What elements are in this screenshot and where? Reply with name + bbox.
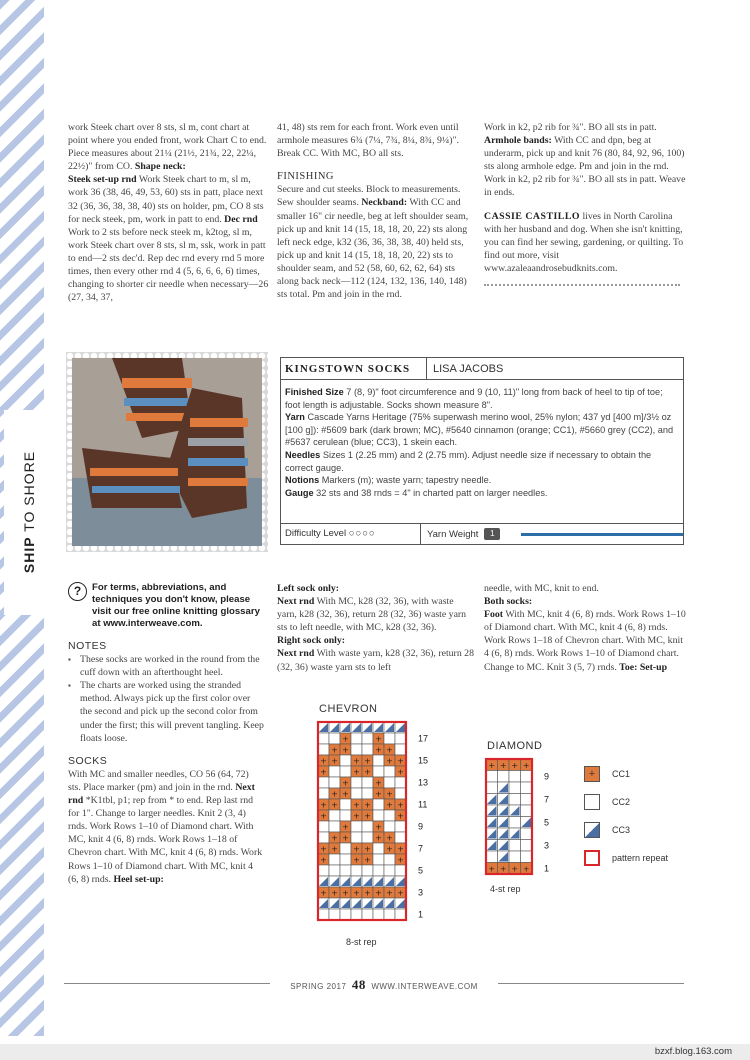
chart-cell	[318, 744, 329, 755]
cc3-swatch-icon	[584, 822, 600, 838]
chart-cell	[351, 821, 362, 832]
chart-cell	[329, 777, 340, 788]
pattern-title-row	[281, 358, 683, 380]
row-number: 9	[544, 771, 550, 782]
chart-cell	[340, 843, 351, 854]
chart-cell	[340, 766, 351, 777]
column-6	[484, 582, 686, 674]
row-number: 1	[544, 863, 550, 874]
notes-list	[68, 653, 264, 745]
chart-cell	[395, 777, 406, 788]
chart-cell	[351, 832, 362, 843]
chart-cell	[521, 828, 533, 840]
cc2-swatch-icon	[584, 794, 600, 810]
finished-size: Finished Size 7 (8, 9)" foot circumference and 9 (10, 11)" long from back of heel to tip of toe; foot length is adjustable. Socks shown measure 8".	[285, 387, 663, 410]
cc1-symbol: +	[353, 888, 360, 898]
chart-cell	[384, 766, 395, 777]
chart-cell	[340, 799, 351, 810]
chart-cell	[340, 909, 351, 920]
page-number: 48	[351, 977, 366, 992]
notions-info: Notions Markers (m); waste yarn; tapestry needle.	[285, 475, 492, 486]
watermark-text: bzxf.blog.163.com	[654, 1046, 732, 1057]
legend-label: CC1	[612, 769, 631, 779]
chart-cell	[362, 909, 373, 920]
cc1-symbol: +	[397, 855, 404, 865]
cc1-symbol: +	[320, 767, 327, 777]
cc1-symbol: +	[364, 888, 371, 898]
row-number: 3	[418, 887, 424, 898]
chart-cell	[509, 782, 521, 794]
chart-cell	[351, 865, 362, 876]
chart-cell	[395, 788, 406, 799]
row-number: 11	[418, 799, 428, 810]
chart-cell	[509, 817, 521, 829]
cc1-symbol: +	[488, 864, 496, 874]
cc1-symbol: +	[331, 756, 338, 766]
watermark-bar	[0, 1044, 750, 1060]
cc1-symbol: +	[320, 756, 327, 766]
chart-cell	[373, 810, 384, 821]
both-socks-text: needle, with MC, knit to end. Both socks: Foot With MC, knit 4 (6, 8) rnds. Work Rows 1–10 of Diamond chart. With MC, knit 4 (6, 8) rnds. Work Rows 1–18 of Chevron chart. With MC, knit 4 (6, 8) rnds. Work Rows 1–10 of Diamond chart. Change to MC. Knit 3 (5, 7) rnds. Toe: Set-up	[484, 583, 686, 673]
row-number: 7	[418, 843, 424, 854]
cc1-symbol: +	[386, 756, 393, 766]
cc1-symbol: +	[331, 888, 338, 898]
cc1-symbol: +	[522, 864, 530, 874]
chart-cell	[340, 865, 351, 876]
note-item: ▪ The charts are worked using the stranded method. Always pick up the first color over the second and pick up the second color from under the first; this will prevent tangling. Keep floats loose.	[68, 679, 264, 744]
chart-cell	[362, 788, 373, 799]
column-2	[277, 121, 475, 301]
cc1-symbol: +	[342, 745, 349, 755]
yarn-weight-icon: 1	[484, 528, 500, 540]
yarn-strand-decoration	[521, 533, 683, 536]
left-sock-text: Left sock only: Next rnd With MC, k28 (32, 36), with waste yarn, k28 (32, 36), return 28 (32, 36) waste yarn sts to left needle, with MC, k28 (32, 36).	[277, 583, 467, 634]
col1-steek: Steek set-up rnd Work Steek chart to m, sl m, work 36 (38, 46, 49, 53, 60) sts in patt, place next 32 (36, 36, 38, 38, 40) sts on holder, pm, CO 8 sts for neck steek, pm, work in patt to end. Dec rnd Work to 2 sts before neck steek m, k2tog, sl m, work Steek chart over 8 sts, sl m, ssk, work in patt to end—2 sts dec'd. Rep dec rnd every rnd 5 more times, then every other rnd 4 (5, 6, 6, 6, 6) times, changing to shorter cir needle when necessary—26 (27, 34, 37,	[68, 174, 269, 304]
cc1-symbol: +	[331, 833, 338, 843]
chart-cell	[521, 782, 533, 794]
footer-rule-right	[498, 983, 684, 984]
cc1-symbol: +	[397, 811, 404, 821]
chart-cell	[521, 805, 533, 817]
column-1	[68, 121, 270, 304]
cc1-symbol: +	[320, 855, 327, 865]
chart-cell	[329, 821, 340, 832]
cc1-symbol: +	[375, 833, 382, 843]
chart-cell	[373, 755, 384, 766]
chart-cell	[486, 782, 498, 794]
chart-cell	[362, 777, 373, 788]
chart-cell	[384, 821, 395, 832]
footer-rule-left	[64, 983, 270, 984]
cc1-symbol: +	[397, 844, 404, 854]
chart-cell	[384, 810, 395, 821]
chart-cell	[318, 832, 329, 843]
chart-cell	[384, 777, 395, 788]
yarn-weight: Yarn Weight 1	[421, 524, 506, 544]
cc1-symbol: +	[397, 756, 404, 766]
finishing-text: Secure and cut steeks. Block to measurements. Sew shoulder seams. Neckband: With CC and smaller 16" cir needle, beg at left shoulder seam, pick up and knit 14 (15, 18, 18, 20, 22) sts along left neck edge, k32 (36, 36, 38, 38, 40) held sts, pick up and knit 14 (15, 18, 18, 20, 22) sts to shoulder seam, and 52 (58, 60, 62, 62, 64) sts along back neck—112 (124, 132, 136, 140, 148) sts total. Pm and join in the rnd.	[277, 184, 469, 301]
note-item: ▪ These socks are worked in the round from the cuff down with an afterthought heel.	[68, 653, 264, 679]
chart-cell	[498, 771, 510, 783]
row-number: 5	[544, 817, 550, 828]
designer-name: LISA JACOBS	[433, 363, 504, 375]
chart-cell	[509, 794, 521, 806]
chart-cell	[351, 909, 362, 920]
cc1-symbol: +	[342, 833, 349, 843]
cc1-symbol: +	[386, 888, 393, 898]
right-sock-text: Right sock only: Next rnd With waste yarn, k28 (32, 36), return 28 (32, 36) waste yarn sts to left	[277, 635, 474, 673]
chart-cell	[373, 766, 384, 777]
chart-cell	[318, 733, 329, 744]
cc1-symbol: +	[364, 855, 371, 865]
socks-photo	[72, 358, 262, 546]
cc1-symbol: +	[364, 756, 371, 766]
chart-cell	[384, 854, 395, 865]
socks-illustration	[72, 358, 262, 546]
cc1-symbol: +	[511, 760, 519, 770]
cc1-symbol: +	[331, 800, 338, 810]
row-number: 13	[418, 777, 429, 788]
chart-cell	[395, 821, 406, 832]
chart-cell	[329, 810, 340, 821]
chart-cell	[395, 744, 406, 755]
legend-label: CC2	[612, 797, 631, 807]
chart-cell	[384, 909, 395, 920]
cc1-symbol: +	[353, 855, 360, 865]
column-3	[484, 121, 686, 286]
chevron-repeat-label: 8-st rep	[346, 937, 377, 947]
row-number: 1	[418, 909, 424, 920]
chart-cell	[329, 865, 340, 876]
socks-heading: SOCKS	[68, 754, 108, 767]
bio: CASSIE CASTILLO lives in North Carolina with her husband and dog. When she isn't knitting, you can find her sewing, gardening, or quilting. To find out more, visit www.azaleaandrosebudknits.com.	[484, 210, 684, 274]
chart-cell	[373, 843, 384, 854]
cc1-swatch-icon: +	[584, 766, 600, 782]
chart-cell	[521, 794, 533, 806]
cc1-symbol: +	[342, 888, 349, 898]
repeat-swatch-icon	[584, 850, 600, 866]
chart-cell	[340, 810, 351, 821]
page-footer	[64, 977, 684, 991]
socks-text: With MC and smaller needles, CO 56 (64, 72) sts. Place marker (pm) and join in the rnd. Next rnd *K1tbl, p1; rep from * to end. Rep last rnd for 1". Change to larger needles. Knit 2 (3, 4) rnds. Work Rows 1–10 of Diamond chart. With MC, knit 4 (6, 8) rnds. Work Rows 1–18 of Chevron chart. With MC, knit 4 (6, 8) rnds. Work Rows 1–10 of Diamond chart. With MC, knit 4 (6, 8) rnds. Heel set-up:	[68, 768, 263, 885]
divider	[484, 284, 680, 286]
row-number: 7	[544, 794, 550, 805]
cc1-symbol: +	[353, 767, 360, 777]
legend-label: CC3	[612, 825, 631, 835]
chart-cell	[351, 733, 362, 744]
chart-cell	[318, 788, 329, 799]
chart-cell	[318, 821, 329, 832]
cc1-symbol: +	[353, 844, 360, 854]
chart-cell	[351, 777, 362, 788]
chart-cell	[486, 771, 498, 783]
chart-cell	[318, 777, 329, 788]
cc1-symbol: +	[386, 833, 393, 843]
chart-cell	[340, 854, 351, 865]
chart-cell	[351, 788, 362, 799]
notes-heading: NOTES	[68, 640, 107, 652]
cc1-symbol: +	[386, 745, 393, 755]
cc1-symbol: +	[364, 811, 371, 821]
chart-cell	[362, 733, 373, 744]
pattern-title: KINGSTOWN SOCKS	[281, 358, 427, 379]
cc1-symbol: +	[375, 822, 382, 832]
chart-cell	[395, 909, 406, 920]
chart-cell	[486, 851, 498, 863]
cc1-symbol: +	[375, 888, 382, 898]
chevron-title: CHEVRON	[319, 703, 378, 715]
chart-cell	[351, 744, 362, 755]
diamond-title: DIAMOND	[487, 740, 543, 752]
row-number: 15	[418, 755, 429, 766]
chart-cell	[395, 733, 406, 744]
chart-cell	[384, 865, 395, 876]
column-5	[277, 582, 475, 674]
armhole-text: Work in k2, p2 rib for ¾". BO all sts in patt. Armhole bands: With CC and dpn, beg at underarm, pick up and knit 76 (80, 84, 92, 96, 100) sts along armhole edge. Pm and join in the rnd. Work in k2, p2 rib for ¾". BO all sts in patt. Weave in ends.	[484, 122, 686, 199]
chart-cell	[521, 851, 533, 863]
chevron-chart	[316, 720, 440, 940]
cc1-symbol: +	[331, 745, 338, 755]
col2-intro: 41, 48) sts rem for each front. Work even until armhole measures 6¾ (7¼, 7¾, 8¼, 8¾, 9¼)". Break CC. With MC, BO all sts.	[277, 122, 459, 160]
gauge-info: Gauge 32 sts and 38 rnds = 4" in charted patt on larger needles.	[285, 487, 548, 498]
needles-info: Needles Sizes 1 (2.25 mm) and 2 (2.75 mm). Adjust needle size if necessary to obtain the correct gauge.	[285, 449, 652, 473]
chart-cell	[395, 832, 406, 843]
cc1-symbol: +	[397, 767, 404, 777]
diamond-chart	[484, 757, 560, 882]
cc1-symbol: +	[320, 811, 327, 821]
chart-cell	[340, 755, 351, 766]
chart-cell	[329, 909, 340, 920]
chart-cell	[509, 851, 521, 863]
chart-cell	[509, 840, 521, 852]
yarn-info: Yarn Cascade Yarns Heritage (75% superwash merino wool, 25% nylon; 437 yd [400 m]/3½ oz [100 g]): #5609 bark (dark brown; MC), #5640 cinnamon (orange; CC1), #5660 grey (CC2), and #5637 cerulean (blue; CC3), 1 skein each.	[285, 412, 674, 448]
row-number: 3	[544, 840, 550, 851]
cc1-symbol: +	[375, 789, 382, 799]
section-label: SHIP TO SHORE	[4, 410, 54, 615]
chart-cell	[509, 771, 521, 783]
cc1-symbol: +	[342, 822, 349, 832]
cc1-symbol: +	[397, 888, 404, 898]
terms-note: ? For terms, abbreviations, and techniques you don't know, please visit our free online knitting glossary at www.interweave.com.	[68, 582, 264, 630]
cc1-symbol: +	[364, 844, 371, 854]
cc1-symbol: +	[386, 844, 393, 854]
cc1-symbol: +	[364, 800, 371, 810]
cc1-symbol: +	[342, 734, 349, 744]
cc1-symbol: +	[353, 800, 360, 810]
pattern-details	[281, 380, 683, 522]
chart-cell	[373, 865, 384, 876]
chart-cell	[318, 909, 329, 920]
cc1-symbol: +	[375, 778, 382, 788]
footer-text: SPRING 2017 48 WWW.INTERWEAVE.COM	[290, 977, 478, 992]
column-4	[68, 582, 264, 886]
cc1-symbol: +	[320, 844, 327, 854]
chart-cell	[362, 865, 373, 876]
row-number: 5	[418, 865, 424, 876]
pattern-info-box	[280, 357, 684, 545]
chart-cell	[362, 832, 373, 843]
cc1-symbol: +	[375, 734, 382, 744]
chart-cell	[373, 909, 384, 920]
cc1-symbol: +	[331, 789, 338, 799]
chart-cell	[329, 733, 340, 744]
col1-intro: work Steek chart over 8 sts, sl m, cont chart at point where you ended front, work Chart C to end. Piece measures about 21¼ (21½, 21¾, 22, 22¼, 22½)" from CO. Shape neck:	[68, 122, 267, 173]
cc1-symbol: +	[386, 789, 393, 799]
cc1-symbol: +	[499, 864, 507, 874]
cc1-symbol: +	[342, 778, 349, 788]
diamond-repeat-label: 4-st rep	[490, 884, 521, 894]
chart-cell	[384, 733, 395, 744]
chart-cell	[373, 799, 384, 810]
chart-cell	[521, 840, 533, 852]
row-number: 9	[418, 821, 424, 832]
cc1-symbol: +	[511, 864, 519, 874]
cc1-symbol: +	[331, 844, 338, 854]
cc1-symbol: +	[320, 888, 327, 898]
cc1-symbol: +	[364, 767, 371, 777]
chart-cell	[329, 854, 340, 865]
cc1-symbol: +	[386, 800, 393, 810]
cc1-symbol: +	[397, 800, 404, 810]
cc1-symbol: +	[353, 756, 360, 766]
row-number: 17	[418, 733, 429, 744]
chart-cell	[362, 744, 373, 755]
chart-cell	[521, 771, 533, 783]
cc1-symbol: +	[342, 789, 349, 799]
chart-cell	[395, 865, 406, 876]
pattern-footer	[281, 523, 683, 544]
question-icon: ?	[68, 582, 87, 601]
cc1-symbol: +	[353, 811, 360, 821]
difficulty-dots-icon: ○○○○	[348, 528, 376, 539]
cc1-symbol: +	[375, 745, 382, 755]
cc1-symbol: +	[320, 800, 327, 810]
cc1-symbol: +	[499, 760, 507, 770]
cc1-symbol: +	[522, 760, 530, 770]
chart-cell	[373, 854, 384, 865]
legend-label: pattern repeat	[612, 853, 669, 863]
cc1-symbol: +	[488, 760, 496, 770]
difficulty-level: Difficulty Level ○○○○	[281, 524, 421, 544]
chart-cell	[362, 821, 373, 832]
chart-cell	[329, 766, 340, 777]
finishing-heading: FINISHING	[277, 171, 334, 183]
chart-cell	[318, 865, 329, 876]
